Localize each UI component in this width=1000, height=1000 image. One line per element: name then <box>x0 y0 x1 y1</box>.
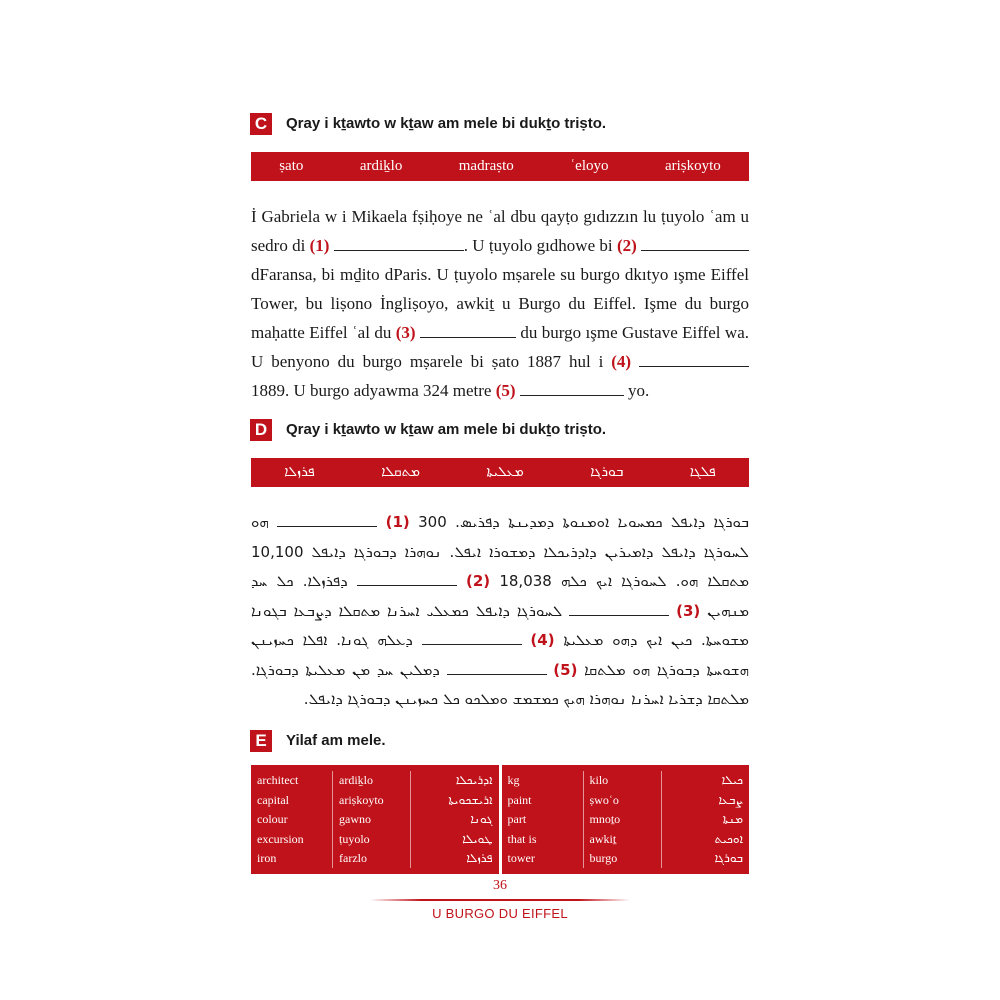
glossary-english: kg <box>507 773 520 787</box>
glossary-syriac: ܓܘܢܐ <box>470 812 493 826</box>
glossary-english: capital <box>257 792 289 807</box>
paragraph-text: du burgo ışme Gustave Eiffel wa. U benyono du burgo mṣarele bi ṣato 1887 hul i <box>251 323 750 371</box>
fill-blank[interactable] <box>447 660 547 675</box>
glossary-english: paint <box>507 792 532 807</box>
word-bank-item: ardiḵlo <box>359 158 403 174</box>
blank-number: (4) <box>530 631 555 649</box>
glossary-table <box>251 765 749 874</box>
blank-number: (4) <box>611 352 632 371</box>
footer-divider <box>370 899 630 901</box>
blank-number: (1) <box>385 513 410 531</box>
fill-blank[interactable] <box>641 236 749 251</box>
paragraph-text: İ Gabriela w i Mikaela fṣiḥoye ne ʿal dbu qayṭo gıdızzın lu ṭuyolo ʿam u sedro di <box>251 207 749 255</box>
paragraph-text: ܕܥܠܗ ܓܘܢܐ. ܐܦܠܐ ܟܚܙܝܢܢ ܗܫܘܚܬܐ ܕܒܘܪܓܐ ܗܘ ܡܠܬܩܐ <box>251 631 750 679</box>
chapter-title: U BURGO DU EIFFEL <box>432 906 568 921</box>
glossary-left-column <box>251 765 499 874</box>
glossary-english: architect <box>257 773 299 787</box>
fill-blank[interactable] <box>639 352 749 367</box>
glossary-transliteration: ariṣkoyto <box>339 792 384 807</box>
blank-number: (5) <box>495 381 516 400</box>
section-d-badge: D <box>250 419 272 441</box>
glossary-transliteration: kilo <box>589 773 609 787</box>
glossary-syriac: ܐܘܟܝܬ <box>714 831 743 846</box>
glossary-english: that is <box>507 831 537 846</box>
fill-blank[interactable] <box>277 512 377 527</box>
glossary-transliteration: farzlo <box>339 851 367 865</box>
fill-blank[interactable] <box>520 381 624 396</box>
blank-number: (2) <box>466 572 491 590</box>
section-d-paragraph <box>251 508 749 715</box>
glossary-transliteration: ṣwoʿo <box>589 792 619 807</box>
glossary-transliteration: gawno <box>339 812 371 826</box>
blank-number: (5) <box>553 660 578 679</box>
section-e-title: Yilaf am mele. <box>286 732 386 749</box>
glossary-english: iron <box>257 851 277 865</box>
glossary-syriac: ܟܝܠܐ <box>721 773 743 787</box>
paragraph-text: ܕܦܪܙܠܐ. ܟܠ ܚܕ ܡܢܗܝܢ <box>251 572 749 620</box>
word-bank-item: ܡܬܩܠܐ <box>381 464 420 480</box>
fill-blank[interactable] <box>420 323 516 338</box>
word-bank-item: ܦܪܙܠܐ <box>284 464 315 480</box>
glossary-syriac: ܡܢܬܐ <box>722 812 743 826</box>
paragraph-text: dFaransa, bi mḏito dParis. U ṭuyolo mṣarele su burgo dkıtyo ışme Eiffel Tower, bu liṣono İngliṣoyo, awkiṯ u Burgo du Eiffel. Işme du burgo maḥatte Eiffel ʿal du <box>251 265 749 342</box>
glossary-transliteration: burgo <box>589 851 618 865</box>
glossary-syriac: ܐܕܪܝܟܠܐ <box>455 773 493 787</box>
blank-number: (2) <box>616 236 637 255</box>
glossary-syriac: ܒܘܪܓܐ <box>714 851 743 865</box>
fill-blank[interactable] <box>357 571 457 586</box>
paragraph-text: ܠܚܘܪܓܐ ܕܐܝܦܠ ܟܡܥܠܝ ܐܚܪܢܐ ܡܬܩܠܐ ܕܨܒܥܐ ܒܓܘܢܐ ܡܫܘܚܬܐ. ܟܝܢ ܐܝܟ ܕܗܘ ܡܥܠܝܬܐ <box>251 601 749 649</box>
blank-number: (3) <box>395 323 416 342</box>
paragraph-text: . U ṭuyolo gıdhowe bi <box>463 236 613 255</box>
word-bank-item: ܒܘܪܓܐ <box>590 464 624 480</box>
glossary-english: colour <box>257 812 288 826</box>
word-bank-item: ܡܥܠܝܬܐ <box>486 464 524 480</box>
section-c-title: Qray i kṯawto w kṯaw am mele bi dukṯo triṣto. <box>286 115 607 132</box>
glossary-english: tower <box>507 851 535 865</box>
word-bank-item: ʿeloyo <box>570 158 609 174</box>
glossary-transliteration: awkiṯ <box>589 831 617 846</box>
glossary-transliteration: ardiḵlo <box>339 773 373 787</box>
glossary-syriac: ܛܘܝܠܐ <box>462 831 493 846</box>
fill-blank[interactable] <box>569 601 669 616</box>
blank-number: (1) <box>309 236 330 255</box>
glossary-syriac: ܨܒܥܐ <box>718 792 743 807</box>
paragraph-text: yo. <box>628 381 650 400</box>
section-c-word-bank <box>251 152 749 181</box>
glossary-english-list <box>502 771 584 868</box>
section-d-title: Qray i kṯawto w kṯaw am mele bi dukṯo triṣto. <box>286 421 607 438</box>
blank-number: (3) <box>676 601 701 620</box>
word-bank-item: ܦܠܓܐ <box>689 464 716 480</box>
section-e-badge: E <box>250 730 272 752</box>
glossary-transliteration-list <box>584 771 662 868</box>
word-bank-item: madraṣto <box>458 158 514 174</box>
paragraph-text: ܕܡܠܝܢ ܚܕ ܡܢ ܡܥܠܝܬܐ ܕܒܘܪܓܐ. ܡܠܬܩܐ ܕܫܪܝܐ ܐܚܪܢܐ ܢܘܗܪܐ ܗܝܟ ܟܡܫܡܫ ܘܡܠܟܘ ܟܠ ܟܚܙܝܢܢ ܕܒܘܪܓܐ ܕܐܝܦܠ. <box>251 660 749 708</box>
glossary-english: excursion <box>257 831 304 846</box>
paragraph-text: ܒܘܪܓܐ ܕܐܝܦܠ ܟܡܚܘܝܐ ܐܘܡܢܘܬܐ ܕܡܕܝܢܬܐ ܕܦܪܝܣ. 300 <box>418 513 749 531</box>
section-c-badge: C <box>250 113 272 135</box>
fill-blank[interactable] <box>334 236 464 251</box>
glossary-syriac-list <box>411 771 499 868</box>
glossary-english-list <box>251 771 333 868</box>
glossary-transliteration-list <box>333 771 411 868</box>
glossary-syriac-list <box>662 771 750 868</box>
word-bank-item: ariṣkoyto <box>664 158 721 174</box>
word-bank-item: ṣato <box>279 158 304 174</box>
glossary-syriac: ܐܪܝܫܟܘܝܬܐ <box>448 792 493 807</box>
glossary-transliteration: ṭuyolo <box>339 831 370 846</box>
glossary-syriac: ܦܪܙܠܐ <box>466 851 493 865</box>
glossary-transliteration: mnoṯo <box>589 812 621 826</box>
fill-blank[interactable] <box>422 630 522 645</box>
paragraph-text: ܗܘ ܠܚܘܪܓܐ ܕܐܝܦܠ ܕܐܡܝܪܝܢ ܕܐܕܪܝܟܠܐ ܕܡܫܘܪܐ ܐܝܦܠ. ܢܘܗܪܐ ܕܒܘܪܓܐ ܕܐܝܦܠ 10,100 ܡܬܩܠܐ ܗܘ. ܠܚܘܪܓܐ ܐܝܟ ܟܠܗ 18,038 <box>251 513 749 590</box>
page-number: 36 <box>493 878 507 893</box>
glossary-right-column <box>502 765 750 874</box>
section-c-paragraph <box>251 202 749 405</box>
glossary-english: part <box>507 812 527 826</box>
section-d-word-bank <box>251 458 749 487</box>
paragraph-text: 1889. U burgo adyawma 324 metre <box>251 381 492 400</box>
